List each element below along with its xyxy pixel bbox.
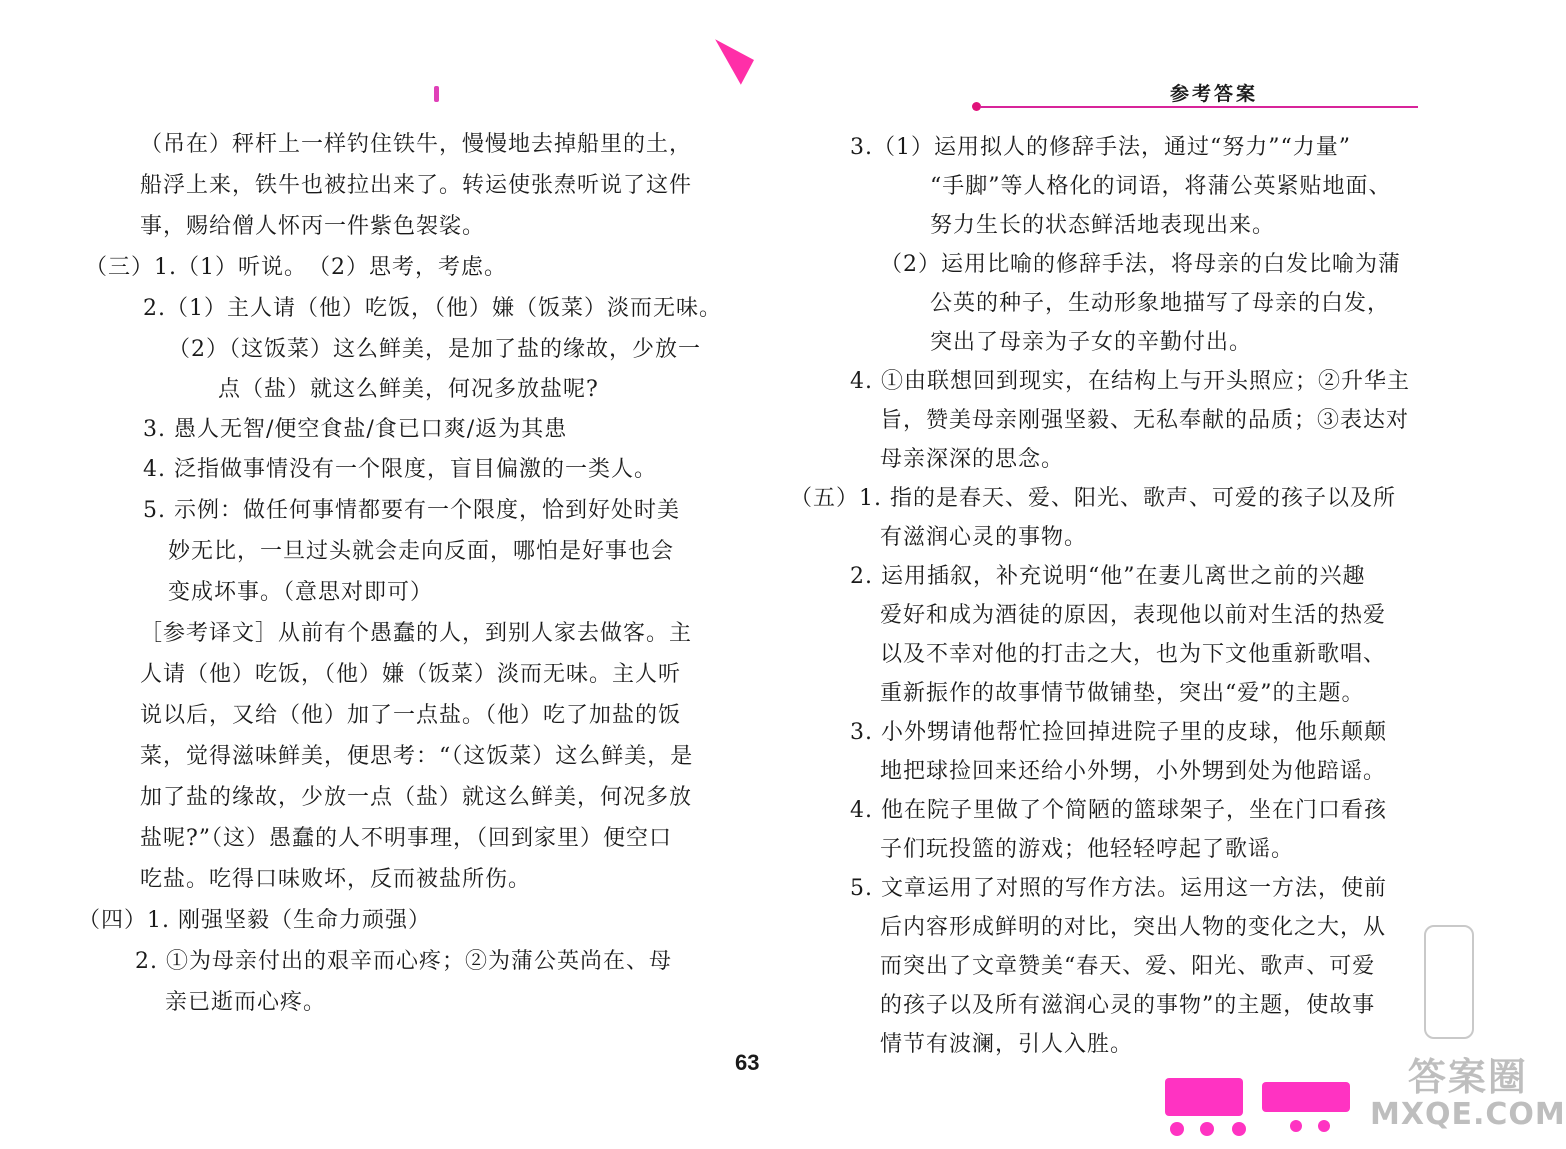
pink-dot-decoration	[1318, 1120, 1330, 1132]
pink-dot-decoration	[1232, 1122, 1246, 1136]
left-line: 船浮上来，铁牛也被拉出来了。转运使张焘听说了这件	[140, 173, 693, 198]
left-line: 说以后，又给（他）加了一点盐。（他）吃了加盐的饭	[140, 703, 682, 728]
left-line: （吊在）秤杆上一样钓住铁牛，慢慢地去掉船里的土，	[140, 132, 693, 157]
right-line: 公英的种子，生动形象地描写了母亲的白发，	[930, 291, 1391, 316]
left-line: 3. 愚人无智/便空食盐/食已口爽/返为其患	[143, 417, 568, 442]
margin-bracket-decoration	[1424, 925, 1474, 1039]
right-line: 子们玩投篮的游戏；他轻轻哼起了歌谣。	[880, 837, 1295, 862]
right-line: 后内容形成鲜明的对比，突出人物的变化之大，从	[880, 915, 1387, 940]
header-rule	[980, 106, 1418, 108]
left-line: （四）1. 刚强坚毅（生命力顽强）	[78, 908, 431, 933]
left-line: 吃盐。吃得口味败坏，反而被盐所伤。	[140, 867, 532, 892]
left-line: 点（盐）就这么鲜美，何况多放盐呢?	[218, 377, 599, 402]
left-line: 4. 泛指做事情没有一个限度，盲目偏激的一类人。	[143, 457, 657, 482]
page-number: 63	[735, 1050, 760, 1075]
right-line: （五）1. 指的是春天、爱、阳光、歌声、可爱的孩子以及所	[790, 486, 1396, 511]
left-line: 变成坏事。（意思对即可）	[168, 580, 434, 605]
right-line: 地把球捡回来还给小外甥，小外甥到处为他踣谣。	[880, 759, 1387, 784]
pink-dot-decoration	[1200, 1122, 1214, 1136]
left-line: 2. ①为母亲付出的艰辛而心疼；②为蒲公英尚在、母	[135, 949, 672, 974]
left-line: 人请（他）吃饭，（他）嫌（饭菜）淡而无味。主人听	[140, 662, 682, 687]
right-line: 4. ①由联想回到现实，在结构上与开头照应；②升华主	[850, 369, 1410, 394]
watermark-line-2: MXQE.COM	[1370, 1097, 1566, 1132]
pink-block-decoration	[1165, 1078, 1243, 1116]
pink-block-decoration	[1262, 1082, 1350, 1112]
left-line: 5. 示例：做任何事情都要有一个限度，恰到好处时美	[143, 498, 680, 523]
right-line: 爱好和成为酒徒的原因，表现他以前对生活的热爱	[880, 603, 1387, 628]
left-line: 事，赐给僧人怀丙一件紫色袈裟。	[140, 214, 486, 239]
right-line: 重新振作的故事情节做铺垫，突出“爱”的主题。	[880, 681, 1365, 706]
right-line: （2）运用比喻的修辞手法，将母亲的白发比喻为蒲	[880, 252, 1401, 277]
right-line: 旨，赞美母亲刚强坚毅、无私奉献的品质；③表达对	[880, 408, 1410, 433]
left-line: （2）（这饭菜）这么鲜美，是加了盐的缘故，少放一	[168, 337, 701, 362]
right-line: 有滋润心灵的事物。	[880, 525, 1088, 550]
left-line: ［参考译文］从前有个愚蠢的人，到别人家去做客。主	[140, 621, 693, 646]
left-line: 妙无比，一旦过头就会走向反面，哪怕是好事也会	[168, 539, 675, 564]
right-line: 母亲深深的思念。	[880, 447, 1065, 472]
right-line: 努力生长的状态鲜活地表现出来。	[930, 213, 1276, 238]
watermark-logo	[1370, 1055, 1566, 1132]
left-line: （三）1.（1）听说。 （2）思考，考虑。	[85, 255, 507, 280]
right-line: 3.（1）运用拟人的修辞手法，通过“努力”“力量”	[850, 135, 1351, 160]
right-line: 情节有波澜，引人入胜。	[880, 1032, 1134, 1057]
left-line: 加了盐的缘故，少放一点（盐）就这么鲜美，何况多放	[140, 785, 693, 810]
watermark-line-1: 答案圈	[1407, 1055, 1528, 1099]
page-header-title: 参考答案	[1170, 83, 1259, 105]
right-line: 3. 小外甥请他帮忙捡回掉进院子里的皮球，他乐颠颠	[850, 720, 1387, 745]
pink-corner-mark	[702, 39, 754, 84]
right-line: 以及不幸对他的打击之大，也为下文他重新歌唱、	[880, 642, 1387, 667]
pink-dash-mark	[434, 86, 439, 102]
right-line: 的孩子以及所有滋润心灵的事物”的主题，使故事	[880, 993, 1376, 1018]
right-line: 4. 他在院子里做了个简陋的篮球架子，坐在门口看孩	[850, 798, 1387, 823]
pink-dot-decoration	[1290, 1120, 1302, 1132]
pink-dot-decoration	[1170, 1122, 1184, 1136]
left-line: 亲已逝而心疼。	[165, 990, 327, 1015]
right-line: 2. 运用插叙，补充说明“他”在妻儿离世之前的兴趣	[850, 564, 1366, 589]
right-line: 5. 文章运用了对照的写作方法。运用这一方法，使前	[850, 876, 1387, 901]
right-line: “手脚”等人格化的词语，将蒲公英紧贴地面、	[930, 174, 1392, 199]
left-line: 2.（1）主人请（他）吃饭，（他）嫌（饭菜）淡而无味。	[143, 296, 722, 321]
left-line: 菜，觉得滋味鲜美，便思考：“（这饭菜）这么鲜美，是	[140, 744, 694, 769]
left-line: 盐呢?”（这）愚蠢的人不明事理，（回到家里）便空口	[140, 826, 673, 851]
right-line: 突出了母亲为子女的辛勤付出。	[930, 330, 1253, 355]
right-line: 而突出了文章赞美“春天、爱、阳光、歌声、可爱	[880, 954, 1376, 979]
